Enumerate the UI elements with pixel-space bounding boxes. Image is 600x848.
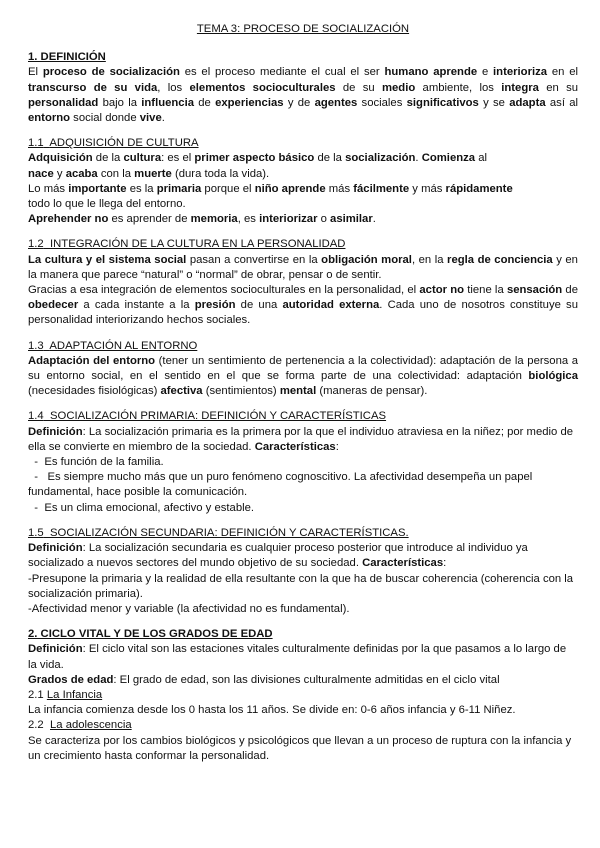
subsection-number: 2.2 xyxy=(28,719,44,732)
subsection-heading xyxy=(28,136,578,151)
text-run: y se xyxy=(478,96,510,109)
subsection-heading xyxy=(28,718,578,733)
bold-text-run: personalidad xyxy=(28,96,99,109)
bold-text-run: integra xyxy=(501,81,539,94)
text-run: es la xyxy=(126,182,157,195)
document-title: TEMA 3: PROCESO DE SOCIALIZACIÓN xyxy=(196,23,410,35)
text-run: de xyxy=(562,284,578,297)
text-run: : xyxy=(443,557,447,570)
subsection-title: SOCIALIZACIÓN SECUNDARIA: DEFINICIÓN Y CARACTERÍSTICAS. xyxy=(50,526,409,539)
bold-text-run: afectiva xyxy=(160,385,203,398)
text-run: . xyxy=(161,112,165,125)
section-paragraph xyxy=(28,673,578,688)
text-run: : La socialización primaria es la primera por la que el individuo atraviesa en la niñez; por medio de ella se convierte en miembro de la sociedad. xyxy=(28,425,574,453)
text-run: (tener un sentimiento de pertenencia a la colectividad): adaptación de la persona a su entorno social, en el sentido en el que se forma parte de una colectividad: adaptación xyxy=(28,354,579,383)
bold-text-run: nace xyxy=(28,167,54,180)
text-run: : xyxy=(335,440,339,453)
list-item: - Es siempre mucho más que un puro fenómeno cognoscitivo. La afectividad desempeña un papel fundamental, hace posible la comunicación. xyxy=(28,471,536,499)
text-run: y más xyxy=(409,182,446,195)
text-run: ambiente, los xyxy=(415,81,502,94)
text-run: : es el xyxy=(161,152,195,165)
section-ciclo-vital xyxy=(28,627,578,764)
text-run: es aprender de xyxy=(108,213,191,226)
text-run: Lo más xyxy=(28,182,69,195)
bold-text-run: Definición xyxy=(28,643,83,656)
text-run: y en la manera que parece “natural” o “normal” de obrar, pensar o de sentir. xyxy=(28,253,578,281)
text-run: tiene la xyxy=(464,284,507,297)
text-run: : La socialización secundaria es cualquier proceso posterior que introduce al individuo ya socializado a nuevos sectores del mundo objetivo de su sociedad. xyxy=(28,542,528,570)
text-run: porque el xyxy=(201,182,255,195)
list-item: -Afectividad menor y variable (la afectividad no es fundamental). xyxy=(28,602,350,615)
bold-text-run: La cultura y el sistema social xyxy=(28,253,187,266)
text-run: o xyxy=(317,213,331,226)
text-run: (maneras de pensar). xyxy=(316,385,428,398)
bold-text-run: Definición xyxy=(28,542,83,555)
bold-text-run: entorno xyxy=(28,112,71,125)
text-run: sociales xyxy=(357,96,407,109)
section-paragraph xyxy=(28,65,578,126)
paragraph-line xyxy=(28,182,578,197)
bold-text-run: interioriza xyxy=(493,66,548,79)
text-run: pasan a convertirse en la xyxy=(186,253,322,266)
subsection-number: 1.4 xyxy=(28,410,44,423)
section-socializacion-secundaria xyxy=(28,526,578,617)
bold-text-run: importante xyxy=(68,182,127,195)
text-run: en su xyxy=(538,81,579,94)
subsection-heading xyxy=(28,339,578,354)
bold-text-run: Aprehender no xyxy=(28,213,109,226)
bold-text-run: socialización xyxy=(345,152,416,165)
subsection-heading xyxy=(28,688,578,703)
section-socializacion-primaria xyxy=(28,409,578,515)
bold-text-run: interiorizar xyxy=(259,213,318,226)
bold-text-run: mental xyxy=(279,385,317,398)
subsection-title: ADQUISICIÓN DE CULTURA xyxy=(49,137,199,150)
section-paragraph xyxy=(28,425,578,455)
bold-text-run: biológica xyxy=(528,370,578,383)
section-heading: 2. CICLO VITAL Y DE LOS GRADOS DE EDAD xyxy=(28,628,273,641)
bold-text-run: primaria xyxy=(156,182,202,195)
subsection-title: ADAPTACIÓN AL ENTORNO xyxy=(49,339,198,352)
subsection-number: 1.5 xyxy=(28,526,44,539)
text-run: a cada instante a la xyxy=(78,299,195,312)
bold-text-run: medio xyxy=(381,81,416,94)
bold-text-run: primer aspecto básico xyxy=(194,152,315,165)
section-definicion xyxy=(28,50,578,126)
bold-text-run: niño aprende xyxy=(254,182,326,195)
text-run: más xyxy=(325,182,354,195)
bold-text-run: rápidamente xyxy=(445,182,513,195)
paragraph-line xyxy=(28,167,578,182)
bold-text-run: Adquisición xyxy=(28,152,93,165)
bold-text-run: transcurso de su vida xyxy=(28,81,158,94)
subsection-heading xyxy=(28,526,578,541)
subsection-title: INTEGRACIÓN DE LA CULTURA EN LA PERSONALIDAD xyxy=(50,238,346,251)
section-integracion-cultura xyxy=(28,237,578,328)
list-item: -Presupone la primaria y la realidad de ella resultante con la que ha de buscar coherencia (coherencia con la socialización primaria). xyxy=(28,572,574,600)
subsection-number: 2.1 xyxy=(28,688,44,701)
text-run: así al xyxy=(545,96,579,109)
bold-text-run: muerte xyxy=(134,167,172,180)
subsection-title: La Infancia xyxy=(46,688,103,701)
text-run: social donde xyxy=(70,112,140,125)
bold-text-run: cultura xyxy=(123,152,162,165)
bold-text-run: actor no xyxy=(419,284,465,297)
bold-text-run: obligación moral xyxy=(321,253,412,266)
section-heading: 1. DEFINICIÓN xyxy=(28,51,106,64)
text-run: con la xyxy=(97,167,135,180)
bold-text-run: elementos socioculturales xyxy=(189,81,336,94)
text-run: : El grado de edad, son las divisiones culturalmente admitidas en el ciclo vital xyxy=(113,673,500,686)
bold-text-run: memoria xyxy=(190,213,238,226)
text-run: (dura toda la vida). xyxy=(171,167,270,180)
section-adaptacion-entorno xyxy=(28,339,578,400)
section-paragraph xyxy=(28,283,578,329)
text-run: todo lo que le llega del entorno. xyxy=(28,198,186,211)
section-paragraph xyxy=(28,354,578,400)
subsection-number: 1.3 xyxy=(28,339,44,352)
section-adquisicion-cultura xyxy=(28,136,578,227)
bold-text-run: experiencias xyxy=(215,96,284,109)
text-run: (necesidades fisiológicas) xyxy=(28,385,161,398)
list-item: - Es función de la familia. xyxy=(28,456,164,469)
bold-text-run: acaba xyxy=(65,167,98,180)
text-run: (sentimientos) xyxy=(202,385,280,398)
section-paragraph: Se caracteriza por los cambios biológicos y psicológicos que llevan a un proceso de ruptura con la infancia y un crecimiento hasta conformar la personalidad. xyxy=(28,734,572,762)
bold-text-run: proceso de socialización xyxy=(42,66,180,79)
text-run: . xyxy=(372,213,376,226)
section-paragraph: La infancia comienza desde los 0 hasta los 11 años. Se divide en: 0-6 años infancia y 6-11 Niñez. xyxy=(28,704,516,717)
text-run: , es xyxy=(237,213,260,226)
bold-text-run: autoridad externa xyxy=(282,299,380,312)
text-run: . Cada uno de nosotros constituye su personalidad interiorizando hechos sociales. xyxy=(28,299,578,327)
bold-text-run: adapta xyxy=(509,96,546,109)
text-run: Gracias a esa integración de elementos socioculturales en la personalidad, el xyxy=(28,284,420,297)
bold-text-run: significativos xyxy=(406,96,479,109)
section-paragraph xyxy=(28,541,578,571)
bold-text-run: fácilmente xyxy=(353,182,410,195)
subsection-number: 1.1 xyxy=(28,137,44,150)
bold-text-run: Características xyxy=(362,557,444,570)
text-run: y de xyxy=(283,96,315,109)
text-run: es el proceso mediante el cual el ser xyxy=(179,66,385,79)
text-run: de una xyxy=(235,299,283,312)
bold-text-run: Características xyxy=(254,440,336,453)
bold-text-run: vive xyxy=(139,112,162,125)
bold-text-run: obedecer xyxy=(28,299,79,312)
bold-text-run: regla de conciencia xyxy=(447,253,553,266)
bold-text-run: agentes xyxy=(314,96,358,109)
paragraph-line xyxy=(28,151,578,166)
text-run: e xyxy=(477,66,494,79)
text-run: . xyxy=(415,152,422,165)
bold-text-run: asimilar xyxy=(330,213,373,226)
text-run: , los xyxy=(157,81,190,94)
subsection-number: 1.2 xyxy=(28,238,44,251)
section-paragraph xyxy=(28,642,578,672)
bold-text-run: Grados de edad xyxy=(28,673,114,686)
subsection-heading xyxy=(28,409,578,424)
text-run: en el xyxy=(547,66,579,79)
bold-text-run: sensación xyxy=(506,284,563,297)
bold-text-run: influencia xyxy=(141,96,194,109)
bold-text-run: presión xyxy=(194,299,236,312)
text-run: de la xyxy=(314,152,346,165)
text-run: de la xyxy=(92,152,124,165)
text-run: de su xyxy=(335,81,382,94)
subsection-heading xyxy=(28,237,578,252)
paragraph-line xyxy=(28,197,578,212)
text-run: de xyxy=(194,96,216,109)
bold-text-run: Definición xyxy=(28,425,83,438)
bold-text-run: humano aprende xyxy=(384,66,478,79)
subsection-title: La adolescencia xyxy=(50,719,132,732)
paragraph-line xyxy=(28,212,578,227)
bold-text-run: Adaptación del entorno xyxy=(28,354,156,367)
subsection-title: SOCIALIZACIÓN PRIMARIA: DEFINICIÓN Y CARACTERÍSTICAS xyxy=(50,410,387,423)
bold-text-run: Comienza xyxy=(421,152,476,165)
text-run: bajo la xyxy=(98,96,142,109)
text-run: al xyxy=(475,152,487,165)
text-run: El xyxy=(28,66,43,79)
section-paragraph xyxy=(28,253,578,283)
text-run: , en la xyxy=(411,253,448,266)
text-run: : El ciclo vital son las estaciones vitales culturalmente definidas por la que pasamos a lo largo de la vida. xyxy=(28,643,567,671)
list-item: - Es un clima emocional, afectivo y estable. xyxy=(28,501,255,514)
text-run: y xyxy=(53,167,66,180)
